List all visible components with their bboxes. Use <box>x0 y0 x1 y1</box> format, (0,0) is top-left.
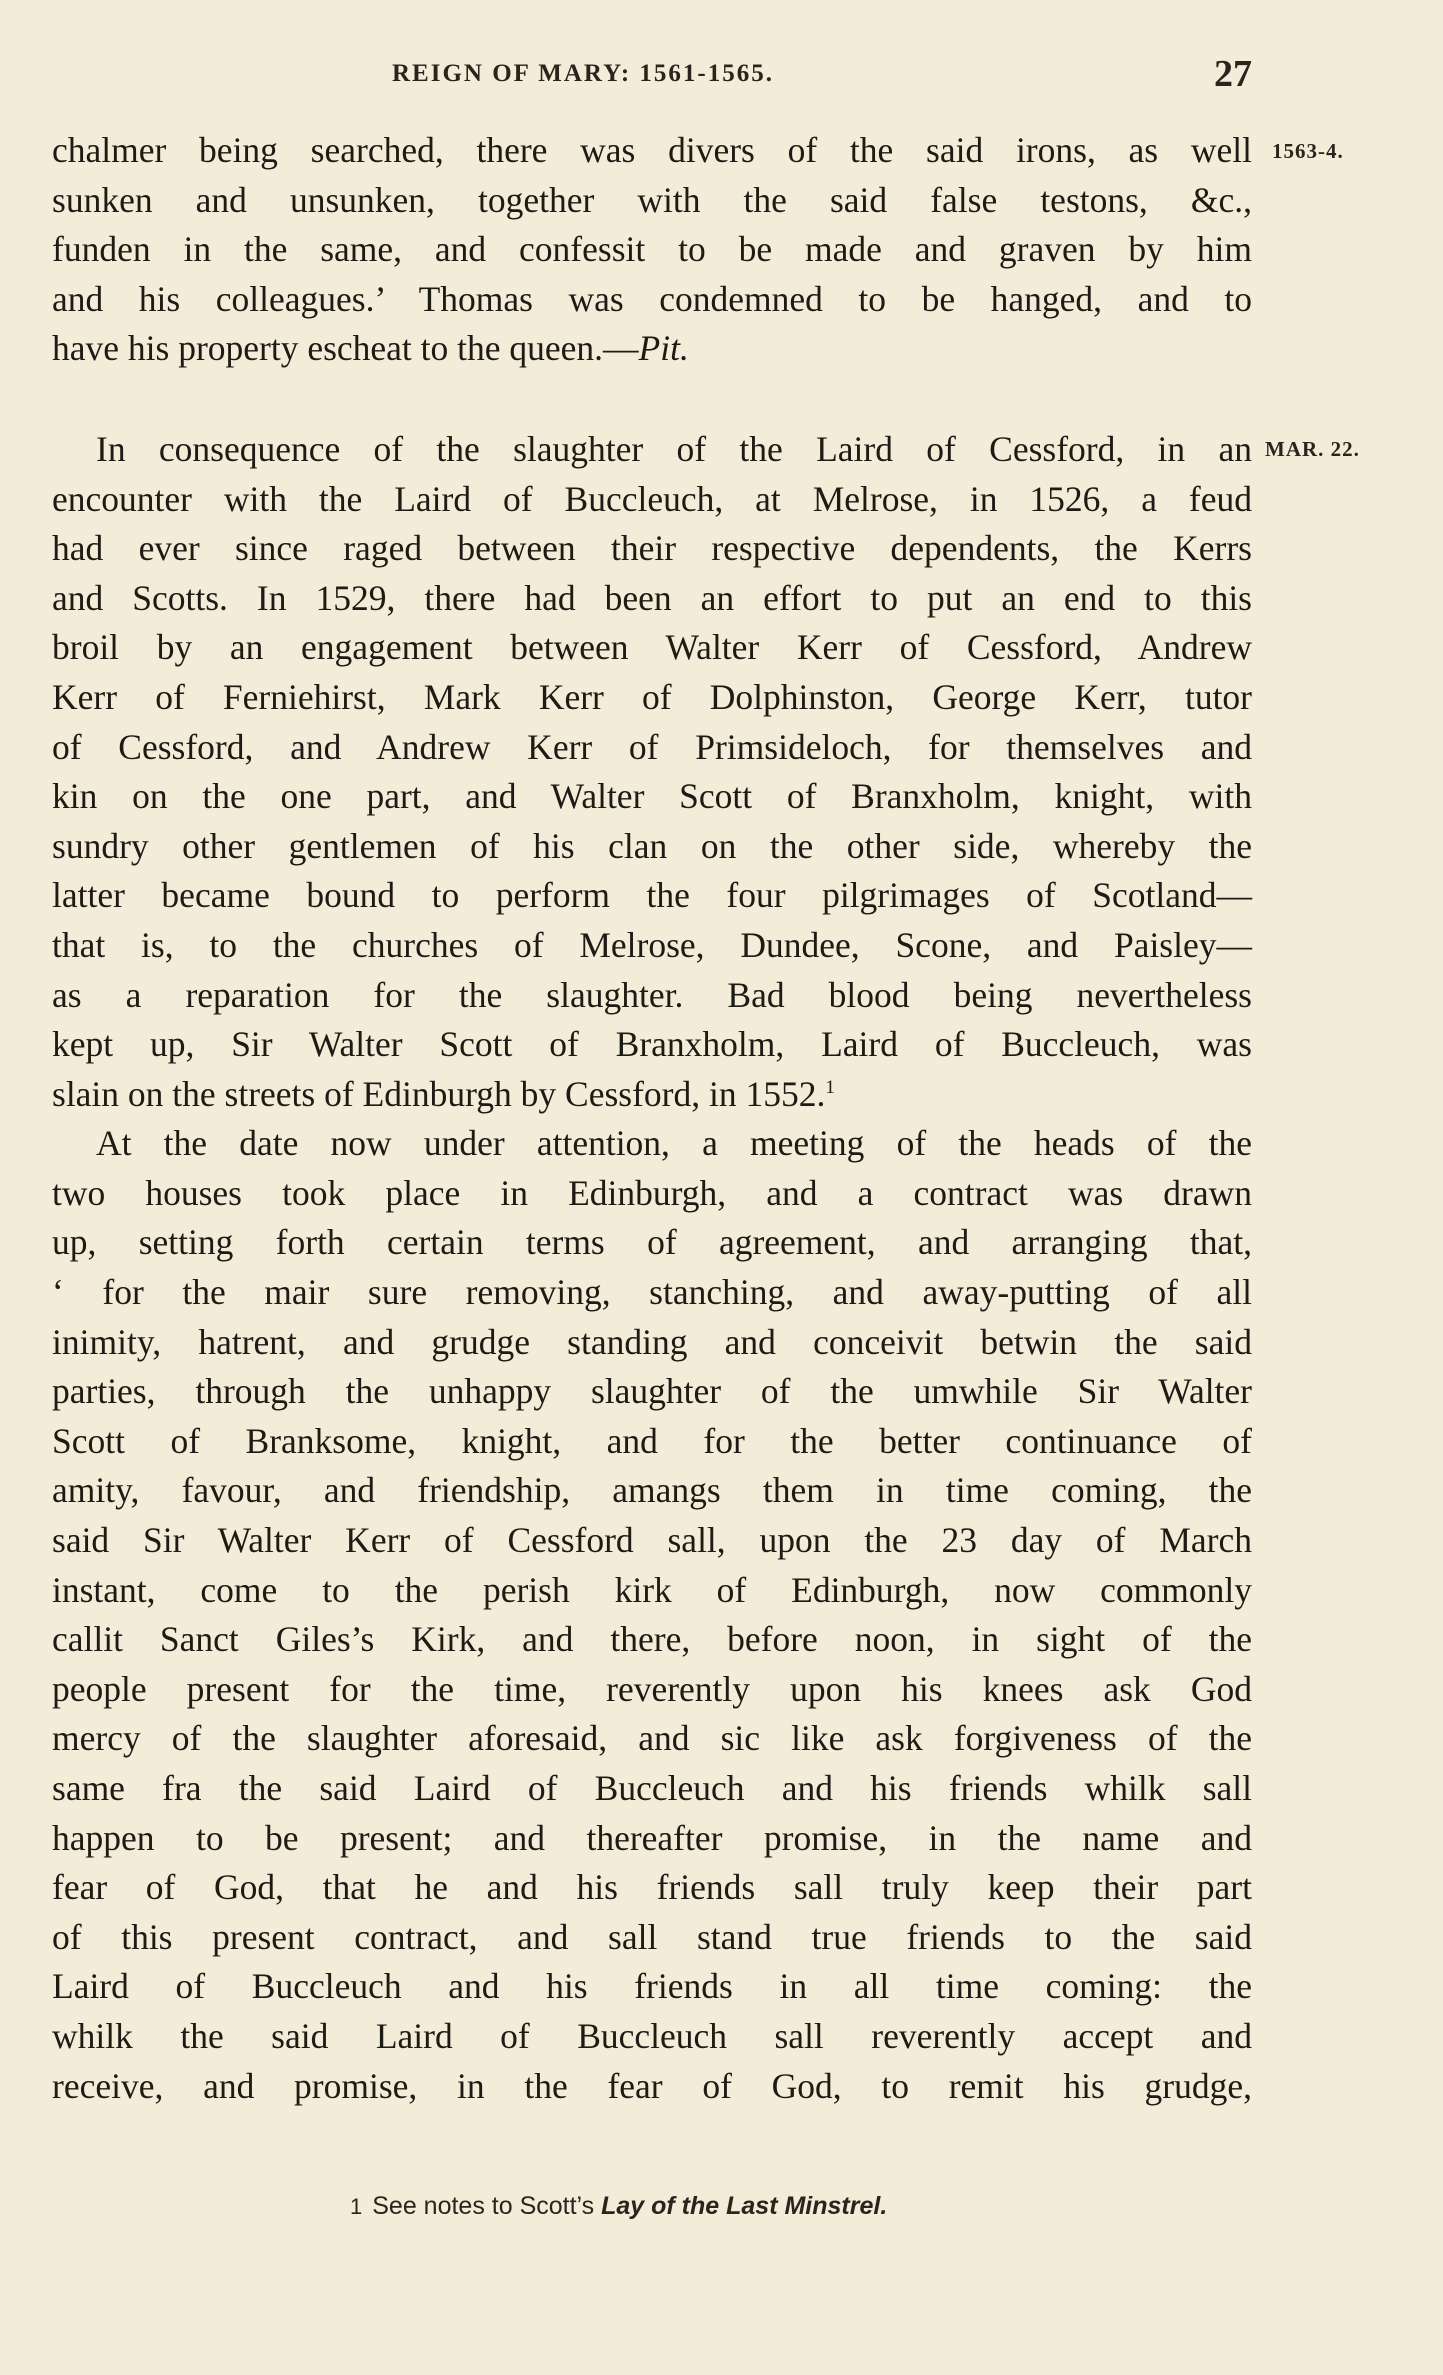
paragraph <box>52 1119 1252 2111</box>
paragraph <box>52 126 1252 374</box>
text-line: funden in the same, and confessit to be made and graven by him <box>52 229 1252 270</box>
text-line: chalmer being searched, there was divers of the said irons, as well <box>52 130 1252 170</box>
text-line: up, setting forth certain terms of agreement, and arranging that, <box>52 1222 1252 1263</box>
text-line: kin on the one part, and Walter Scott of Branxholm, knight, with <box>52 776 1252 817</box>
margin-date-note: 1563-4. <box>1272 139 1344 163</box>
text-line: In consequence of the slaughter of the Laird of Cessford, in an <box>96 428 1252 469</box>
footnote <box>350 2192 887 2221</box>
running-head: REIGN OF MARY: 1561-1565. <box>392 60 774 87</box>
text-line: two houses took place in Edinburgh, and a contract was drawn <box>52 1172 1252 1213</box>
page-number: 27 <box>1214 53 1252 95</box>
text-line: fear of God, that he and his friends sall truly keep their part <box>52 1867 1252 1908</box>
text-line: kept up, Sir Walter Scott of Branxholm, Laird of Buccleuch, was <box>52 1024 1252 1065</box>
text-line: latter became bound to perform the four pilgrimages of Scotland— <box>52 875 1252 916</box>
text-line: of Cessford, and Andrew Kerr of Primsideloch, for themselves and <box>52 726 1252 767</box>
text-span: slain on the streets of Edinburgh by Cessford, in 1552. <box>52 1073 826 1114</box>
text-line: sunken and unsunken, together with the said false testons, &c., <box>52 179 1252 220</box>
text-line: and his colleagues.’ Thomas was condemned to be hanged, and to <box>52 278 1252 319</box>
text-line <box>52 1070 1252 1120</box>
text-line: happen to be present; and thereafter promise, in the name and <box>52 1817 1252 1858</box>
source-citation: Pit. <box>638 328 689 369</box>
text-line: Scott of Branksome, knight, and for the better continuance of <box>52 1420 1252 1461</box>
footnote-marker: 1 <box>350 2194 363 2219</box>
text-line: receive, and promise, in the fear of God, to remit his grudge, <box>52 2065 1252 2106</box>
paragraph <box>52 425 1252 1119</box>
text-line <box>52 324 1252 374</box>
text-line: ‘ for the mair sure removing, stanching, and away-putting of all <box>52 1272 1252 1313</box>
footnote-reference[interactable]: 1 <box>825 1076 835 1098</box>
text-line: and Scotts. In 1529, there had been an effort to put an end to this <box>52 577 1252 618</box>
text-line: broil by an engagement between Walter Kerr of Cessford, Andrew <box>52 627 1252 668</box>
text-line: amity, favour, and friendship, amangs them in time coming, the <box>52 1470 1252 1511</box>
text-line: said Sir Walter Kerr of Cessford sall, upon the 23 day of March <box>52 1520 1252 1561</box>
text-line: people present for the time, reverently upon his knees ask God <box>52 1668 1252 1709</box>
text-line: of this present contract, and sall stand true friends to the said <box>52 1916 1252 1957</box>
footnote-text: See notes to Scott’s <box>372 2192 595 2220</box>
margin-date-note: MAR. 22. <box>1265 437 1360 461</box>
text-span: have his property escheat to the queen.— <box>52 328 639 369</box>
text-line: whilk the said Laird of Buccleuch sall reverently accept and <box>52 2015 1252 2056</box>
text-line: mercy of the slaughter aforesaid, and sic like ask forgiveness of the <box>52 1718 1252 1759</box>
text-line: encounter with the Laird of Buccleuch, at Melrose, in 1526, a feud <box>52 478 1252 519</box>
text-line: same fra the said Laird of Buccleuch and his friends whilk sall <box>52 1768 1252 1808</box>
text-line: that is, to the churches of Melrose, Dundee, Scone, and Paisley— <box>52 924 1252 965</box>
text-line: Kerr of Ferniehirst, Mark Kerr of Dolphinston, George Kerr, tutor <box>52 676 1252 717</box>
text-line: as a reparation for the slaughter. Bad blood being nevertheless <box>52 974 1252 1015</box>
page-header <box>52 52 1252 102</box>
text-line: Laird of Buccleuch and his friends in all time coming: the <box>52 1966 1252 2007</box>
text-line: sundry other gentlemen of his clan on the other side, whereby the <box>52 825 1252 866</box>
text-line: inimity, hatrent, and grudge standing and conceivit betwin the said <box>52 1321 1252 1362</box>
body-text <box>52 126 1252 2111</box>
text-line: instant, come to the perish kirk of Edinburgh, now commonly <box>52 1569 1252 1610</box>
text-line: callit Sanct Giles’s Kirk, and there, before noon, in sight of the <box>52 1619 1252 1660</box>
footnote-book-title: Lay of the Last Minstrel. <box>601 2192 888 2220</box>
text-line: had ever since raged between their respective dependents, the Kerrs <box>52 528 1252 569</box>
text-line: At the date now under attention, a meeting of the heads of the <box>96 1123 1252 1164</box>
text-line: parties, through the unhappy slaughter of the umwhile Sir Walter <box>52 1371 1252 1412</box>
paragraph-gap <box>52 374 1252 425</box>
